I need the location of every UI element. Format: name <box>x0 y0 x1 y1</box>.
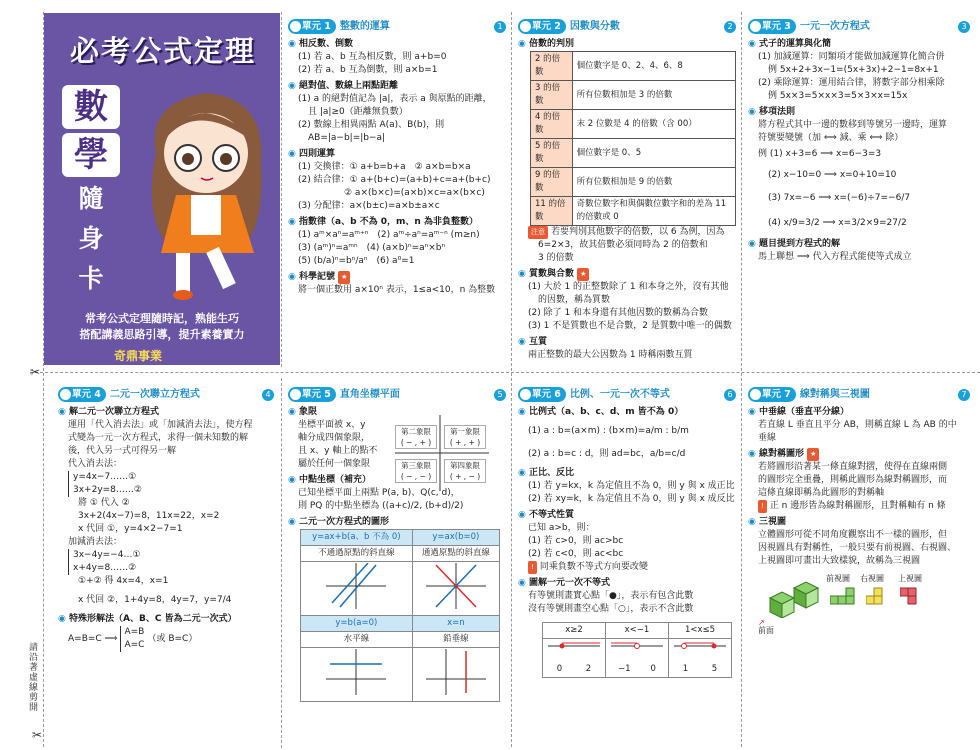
table-cell: 3 的倍數 <box>531 81 573 110</box>
cover-char: 數 <box>62 85 120 129</box>
page-number: 3 <box>958 21 970 33</box>
cut-line-h1 <box>30 372 980 373</box>
text-line: 已知坐標平面上兩點 P(a, b)、Q(c, d)， <box>298 488 460 498</box>
text-line: 式變為一元一次方程式，求得一個未知數的解 <box>68 433 249 443</box>
oblique-line-graph <box>326 563 386 609</box>
table-cell: 末 2 位數是 4 的倍數（含 00） <box>572 110 735 139</box>
page-number: 5 <box>494 389 506 401</box>
unit-title: 二元一次聯立方程式 <box>109 389 200 400</box>
publisher-logo: 奇鼎事業 <box>114 349 163 363</box>
text-line: 軸分成四個象限， <box>298 433 371 443</box>
text-line: 將一個正數用 a×10ⁿ 表示，1≤a<10，n 為整數 <box>298 285 496 295</box>
text-line: (5) (b/a)ⁿ=bⁿ/aⁿ (6) a⁰=1 <box>298 256 415 266</box>
text-line: x 代回 ①，y=4×2−7=1 <box>78 524 183 534</box>
cut-line-v4 <box>281 378 282 748</box>
note-line <box>518 561 736 574</box>
text-line: 6=2×3，故其倍數必須同時為 2 的倍數和 <box>538 240 708 250</box>
unit-title: 整數的運算 <box>339 21 390 32</box>
equation-system <box>68 549 274 575</box>
tick-label: 1 <box>682 664 689 674</box>
text-line: 這條直線即稱為此圖形的對稱軸 <box>758 488 885 498</box>
unit-title: 一元一次方程式 <box>799 21 870 32</box>
section-heading <box>518 268 736 281</box>
text-line: x 代回 ②，1+4y=8，4y=7，y=7/4 <box>78 595 232 605</box>
divisibility-table <box>530 51 736 226</box>
table-cell: 奇數位數字和與偶數位數字和的差為 11 的倍數或 0 <box>572 197 735 226</box>
unit-label: 單元 3 <box>748 19 796 34</box>
text-line: （或 B=C） <box>147 633 198 644</box>
text-line: 運用「代入消去法」或「加減消去法」，使方程 <box>68 420 253 430</box>
section-heading: ◉ 解二元一次聯立方程式 <box>58 406 274 419</box>
example-line: (2) x−10=0 ⟹ x=0+10=10 <box>768 170 897 180</box>
section-heading <box>288 271 506 284</box>
text-line: 將 ① 代入 ② <box>78 498 130 508</box>
number-line-graph <box>672 640 728 658</box>
unit-title: 因數與分數 <box>569 21 620 32</box>
cover-vertical-title <box>62 85 120 301</box>
section-heading: ◉ 倍數的判別 <box>518 38 736 51</box>
equation: A=C <box>124 640 145 650</box>
unit-title: 直角坐標平面 <box>339 389 400 400</box>
cover-char: 身 <box>78 224 104 253</box>
text-line: 有等號則畫實心點「●」，表示有包含此數 <box>528 591 694 601</box>
equation: 3x−4y=−4…① <box>73 550 141 560</box>
cut-line-v3 <box>741 12 742 747</box>
number-line-cell <box>669 639 732 678</box>
slogan-line: 搭配講義思路引導，提升素養實力 <box>79 328 245 341</box>
text-line: (3) (aᵐ)ⁿ=aᵐⁿ (4) (a×b)ⁿ=aⁿ×bⁿ <box>298 243 446 253</box>
page-number: 1 <box>494 21 506 33</box>
text-line: 將方程式其中一邊的數移到等號另一邊時，運算 <box>758 120 948 130</box>
quadrant-label: 第二象限 <box>401 427 431 436</box>
section-heading: ◉ 特殊形解法（A、B、C 皆為二元一次式） <box>58 613 274 626</box>
quadrant-label: 第三象限 <box>401 461 431 470</box>
text-line: (2) 若 c<0，則 ac<bc <box>528 549 624 559</box>
section-heading: ◉ 圖解一元一次不等式 <box>518 577 736 590</box>
important-badge-icon: ★ <box>577 268 589 281</box>
text-line: 若將圖形沿著某一條直線對摺，使得在直線兩側 <box>758 462 948 472</box>
page-number: 6 <box>724 389 736 401</box>
table-cell: 所有位數相加是 9 的倍數 <box>572 168 735 197</box>
horizontal-line-graph <box>326 649 386 695</box>
cut-line-v2 <box>511 12 512 747</box>
equation: 3x+2y=8……② <box>73 485 142 495</box>
text-line: (1) a 的絕對值記為 |a|，表示 a 與原點的距離， <box>298 94 492 104</box>
cut-line-v1 <box>281 12 282 367</box>
cover-char: 隨 <box>78 184 104 213</box>
equation: A=B <box>124 627 145 637</box>
text-line: 屬於任何一個象限 <box>298 459 371 469</box>
example-line: (4) x/9=3/2 ⟹ x=3/2×9=27/2 <box>768 218 907 228</box>
note-line <box>518 226 736 239</box>
note-line <box>748 500 970 513</box>
text-line: 若要判別其他數字的倍數，以 6 為例，因為 <box>551 227 725 237</box>
mascot-girl-illustration <box>136 83 276 303</box>
table-cell: 個位數字是 0、5 <box>572 139 735 168</box>
text-line: (2) a : b=c : d，則 ad=bc，a/b=c/d <box>528 449 686 459</box>
section-heading: ◉ 指數律（a、b 不為 0，m、n 為非負整數） <box>288 216 506 229</box>
text-line: (2) 若 xy=k，k 為定值且不為 0，則 y 與 x 成反比 <box>528 494 735 504</box>
table-row <box>543 623 732 639</box>
text-line: 後，代入另一式可得另一解 <box>68 446 177 456</box>
important-badge-icon: ★ <box>338 271 350 284</box>
unit-label: 單元 4 <box>58 387 106 402</box>
unit-6-card <box>518 386 736 678</box>
table-cell: x≥2 <box>543 623 606 639</box>
unit-2-card <box>518 18 736 362</box>
example-line: 例 5x+2+3x−1=(5x+3x)+2−1=8x+1 <box>768 65 939 75</box>
section-heading: ◉ 題目提到方程式的解 <box>748 238 970 251</box>
table-row <box>301 632 500 648</box>
text-line: 且 x、y 軸上的點不 <box>298 446 378 456</box>
slogan-line: 常考公式定理隨時記，熟能生巧 <box>85 312 239 325</box>
cover-char: 卡 <box>78 264 104 293</box>
text-line: 若直線 L 垂直且平分 AB，則稱直線 L 為 AB 的中 <box>758 420 957 430</box>
page-number: 7 <box>958 389 970 401</box>
important-badge-icon: ★ <box>807 448 819 461</box>
section-heading: ◉ 式子的運算與化簡 <box>748 38 970 51</box>
section-heading: ◉ 正比、反比 <box>518 467 736 480</box>
quadrant-label: 第一象限 <box>450 427 480 436</box>
section-heading: ◉ 象限 <box>288 406 506 419</box>
unit-label: 單元 7 <box>748 387 796 402</box>
origin-line-graph <box>426 563 486 609</box>
section-heading: ◉ 移項法則 <box>748 106 970 119</box>
cut-instruction: 請沿著虛線剪開 <box>27 642 37 712</box>
tick-label: 0 <box>556 664 563 674</box>
table-cell: x<−1 <box>606 623 669 639</box>
quadrant-sign: ( − , + ) <box>400 438 432 447</box>
text-line: (2) 數線上相異兩點 A(a)、B(b)，則 <box>298 120 445 130</box>
text-line: 因視圖具有對稱性，一般只要有前視圖、右視圖、 <box>758 543 957 553</box>
front-arrow-icon: ↗ <box>758 618 765 627</box>
number-line-table <box>542 622 732 678</box>
page-number: 4 <box>262 389 274 401</box>
table-row <box>531 139 736 168</box>
text-line: (1) 交換律：① a+b=b+a ② a×b=b×a <box>298 162 471 172</box>
table-cell: 9 的倍數 <box>531 168 573 197</box>
text-line: (3) 1 不是質數也不是合數，2 是質數中唯一的偶數 <box>528 321 732 331</box>
three-view-figure <box>748 572 970 635</box>
text-line: 同乘負數不等式方向要改變 <box>539 562 648 572</box>
line-graph-table <box>300 529 500 702</box>
text-line: 3 的倍數 <box>538 253 574 263</box>
unit-label: 單元 2 <box>518 19 566 34</box>
section-heading: ◉ 比例式（a、b、c、d、m 皆不為 0） <box>518 406 736 419</box>
example-line: 例 5x×3=5×x×3=5×3×x=15x <box>768 91 908 101</box>
section-heading: ◉ 中點坐標（補充） <box>288 474 506 487</box>
quadrant-3-box <box>395 459 437 483</box>
text-line: 馬上聯想 ⟹ 代入方程式能使等式成立 <box>758 252 912 262</box>
text-line: 加減消去法： <box>68 537 123 547</box>
table-row <box>531 52 736 81</box>
view-label: 右視圖 <box>860 574 884 583</box>
text-line: (1) a : b=(a×m) : (b×m)=a/m : b/m <box>528 426 689 436</box>
table-cell: 5 的倍數 <box>531 139 573 168</box>
tick-label: 5 <box>711 664 718 674</box>
section-heading <box>748 448 970 461</box>
unit-4-card <box>58 386 274 652</box>
cover-title: 必考公式定理 <box>69 34 256 68</box>
text-line: 的因數，稱為質數 <box>538 295 611 305</box>
quadrant-label: 第四象限 <box>450 461 480 470</box>
view-label: 上視圖 <box>898 574 922 583</box>
table-cell: 11 的倍數 <box>531 197 573 226</box>
unit-label: 單元 6 <box>518 387 566 402</box>
special-form-line <box>58 626 274 652</box>
section-heading: ◉ 中垂線（垂直平分線） <box>748 406 970 419</box>
table-cell: 4 的倍數 <box>531 110 573 139</box>
table-row <box>301 530 500 546</box>
note-badge-icon: ! <box>758 500 767 513</box>
text-line: 沒有等號則畫空心點「○」，表示不含此數 <box>528 604 694 614</box>
text-line: (2) 結合律：① a+(b+c)=(a+b)+c=a+(b+c) <box>298 175 491 185</box>
table-row <box>531 81 736 110</box>
tick-label: 2 <box>585 664 592 674</box>
table-cell: 不通過原點的斜直線 <box>301 546 413 562</box>
section-heading-text: 科學記號 <box>299 272 336 282</box>
equation: x+4y=8……② <box>73 563 137 573</box>
section-heading: ◉ 不等式性質 <box>518 509 736 522</box>
cover-slogan <box>54 311 270 343</box>
scissors-icon: ✂ <box>32 728 43 742</box>
view-label: 前面 <box>758 626 774 635</box>
table-cell: 所有位數相加是 3 的倍數 <box>572 81 735 110</box>
text-line: A=B=C ⟹ <box>68 633 118 644</box>
text-line: (1) 若 a、b 互為相反數，則 a+b=0 <box>298 52 447 62</box>
section-heading: ◉ 相反數、倒數 <box>288 38 506 51</box>
equation-system <box>120 626 144 652</box>
note-badge: 注意 <box>528 226 548 239</box>
text-line: (2) 若 a、b 互為倒數，則 a×b=1 <box>298 65 438 75</box>
text-line: ①+② 得 4x=4，x=1 <box>78 576 169 586</box>
text-line: 且 |a|≥0（距離無負數） <box>308 107 408 117</box>
text-line: 代入消去法： <box>68 459 123 469</box>
graph-cell <box>412 648 499 702</box>
equation: y=4x−7……① <box>73 472 137 482</box>
section-heading-text: 質數與合數 <box>529 269 575 279</box>
text-line: 上視圖即可畫出大致樣貌，故稱為三視圖 <box>758 556 921 566</box>
text-line: (1) 加減運算：同類項才能做加減運算化簡合併 <box>758 52 945 62</box>
text-line: 正 n 邊形皆為線對稱圖形，且對稱軸有 n 條 <box>769 501 946 511</box>
graph-cell <box>301 648 413 702</box>
unit-3-card <box>748 18 970 264</box>
text-line: 立體圖形可從不同角度觀察出不一樣的圖形，但 <box>758 530 948 540</box>
text-line: (3) 分配律：a×(b±c)=a×b±a×c <box>298 201 440 211</box>
table-row <box>301 546 500 562</box>
number-line-graph <box>546 640 602 658</box>
quadrant-1-box <box>444 425 486 449</box>
text-line: 兩正整數的最大公因數為 1 時稱兩數互質 <box>528 350 693 360</box>
section-heading: ◉ 二元一次方程式的圖形 <box>288 516 506 529</box>
page-number: 2 <box>724 21 736 33</box>
unit-title: 線對稱與三視圖 <box>799 389 870 400</box>
table-cell: y=ax+b(a、b 不為 0) <box>301 530 413 546</box>
text-line: 3x+2(4x−7)=8，11x=22，x=2 <box>78 511 220 521</box>
cover-card <box>44 13 280 365</box>
text-line: (1) 大於 1 的正整數除了 1 和本身之外，沒有其他 <box>528 282 729 292</box>
number-line-cell <box>606 639 669 678</box>
text-line: ② a×(b×c)=(a×b)×c=a×(b×c) <box>344 188 485 198</box>
number-line-graph <box>609 640 665 658</box>
table-cell: 2 的倍數 <box>531 52 573 81</box>
quadrant-sign: ( + , − ) <box>449 472 481 481</box>
quadrant-diagram <box>393 413 491 493</box>
table-row <box>531 168 736 197</box>
number-line-cell <box>543 639 606 678</box>
tick-label: −1 <box>618 664 631 674</box>
unit-label: 單元 5 <box>288 387 336 402</box>
text-line: 坐標平面被 x、y <box>298 420 366 430</box>
top-view-icon <box>900 586 922 606</box>
text-line: 符號要變號（加 ⟺ 減、乘 ⟺ 除） <box>758 133 904 143</box>
unit-label: 單元 1 <box>288 19 336 34</box>
section-heading: ◉ 三視圖 <box>748 516 970 529</box>
text-line: 則 PQ 的中點坐標為 ((a+c)/2, (b+d)/2) <box>298 501 464 511</box>
section-heading: ◉ 四則運算 <box>288 148 506 161</box>
table-row <box>543 639 732 678</box>
graph-cell <box>412 562 499 616</box>
table-row <box>301 648 500 702</box>
text-line: (1) aᵐ×aⁿ=aᵐ⁺ⁿ (2) aᵐ÷aⁿ=aᵐ⁻ⁿ (m≥n) <box>298 230 480 240</box>
unit-1-card <box>288 18 506 297</box>
vertical-line-graph <box>426 649 486 695</box>
front-view-icon <box>830 586 856 606</box>
text-line: (1) 若 c>0，則 ac>bc <box>528 536 624 546</box>
unit-7-card <box>748 386 970 635</box>
tick-label: 0 <box>650 664 656 674</box>
graph-cell <box>301 562 413 616</box>
text-line: (2) 除了 1 和本身還有其他因數的數稱為合數 <box>528 308 709 318</box>
table-row <box>531 197 736 226</box>
example-line: 例 (1) x+3=6 ⟹ x=6−3=3 <box>758 149 882 159</box>
unit-title: 比例、一元一次不等式 <box>569 389 670 400</box>
view-label: 前視圖 <box>826 574 850 583</box>
quadrant-4-box <box>444 459 486 483</box>
quadrant-2-box <box>395 425 437 449</box>
equation-system <box>68 471 274 497</box>
scissors-icon: ✂ <box>30 365 41 379</box>
table-row <box>301 562 500 616</box>
note-badge-icon: ! <box>528 561 537 574</box>
table-row <box>301 616 500 632</box>
right-view-icon <box>866 586 888 606</box>
table-cell: y=ax(b=0) <box>412 530 499 546</box>
table-cell: 鉛垂線 <box>412 632 499 648</box>
table-cell: y=b(a=0) <box>301 616 413 632</box>
text-line: 已知 a>b，則： <box>528 523 595 533</box>
text-line: 的圖形完全重疊，則稱此圖形為線對稱圖形，而 <box>758 475 948 485</box>
example-line: (3) 7x=−6 ⟹ x=(−6)÷7=−6/7 <box>768 193 911 203</box>
cover-char: 學 <box>62 133 120 177</box>
table-row <box>531 110 736 139</box>
text-line: (1) 若 y=kx，k 為定值且不為 0，則 y 與 x 成正比 <box>528 481 735 491</box>
section-heading: ◉ 互質 <box>518 336 736 349</box>
text-line: 垂線 <box>758 433 777 443</box>
cube-stack-icon <box>766 572 822 618</box>
quadrant-sign: ( + , + ) <box>449 438 481 447</box>
table-cell: 個位數字是 0、2、4、6、8 <box>572 52 735 81</box>
quadrant-sign: ( − , − ) <box>400 472 432 481</box>
section-heading: ◉ 絕對值、數線上兩點距離 <box>288 80 506 93</box>
table-cell: 1<x≤5 <box>669 623 732 639</box>
table-cell: 水平線 <box>301 632 413 648</box>
section-heading-text: 線對稱圖形 <box>759 449 805 459</box>
text-line: (2) 乘除運算：運用結合律，將數字部分相乘除 <box>758 78 945 88</box>
text-line: AB=|a−b|=|b−a| <box>308 133 386 143</box>
table-cell: 通過原點的斜直線 <box>412 546 499 562</box>
table-cell: x=n <box>412 616 499 632</box>
